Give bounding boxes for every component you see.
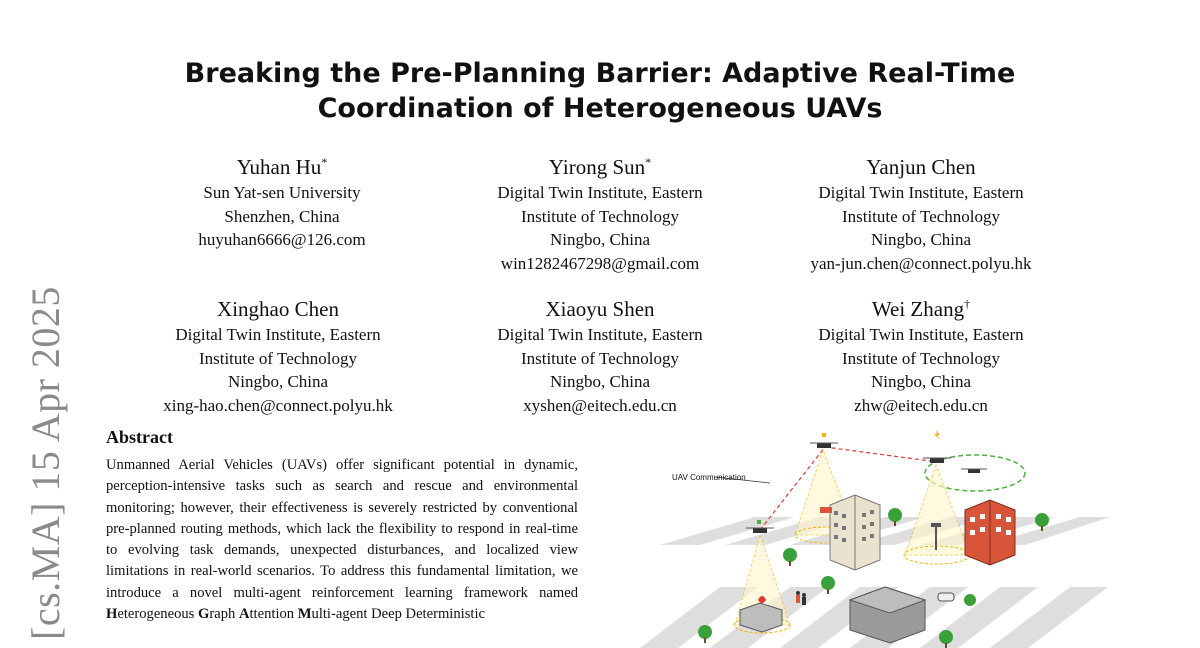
abstract-term: ulti-agent Deep Deterministic [311,606,485,623]
author-name: Xiaoyu Shen [545,297,655,321]
author-affiliation: Institute of Technology [520,348,680,368]
tree-icon [821,576,835,594]
arxiv-side-label: [cs.MA] 15 Apr 2025 [23,286,68,640]
abstract-term: eterogeneous [117,606,198,623]
author-mark: † [964,297,971,311]
paper-title [100,56,1100,126]
brick-building [965,500,1015,565]
author-email[interactable]: yan-jun.chen@connect.polyu.hk [810,253,1032,273]
author-block [132,149,432,252]
author-name: Xinghao Chen [217,297,339,321]
drone-icon [961,469,987,473]
author-affiliation: Digital Twin Institute, Eastern [818,183,1024,202]
author-affiliation: Institute of Technology [198,348,358,368]
car-icon [938,593,954,601]
author-email[interactable]: xyshen@eitech.edu.cn [523,395,677,415]
author-block [771,149,1071,275]
paper-title-line-2: Coordination of Heterogeneous UAVs [317,93,883,124]
drone-icon [923,430,951,463]
abstract-text [106,455,578,625]
author-email[interactable]: huyuhan6666@126.com [198,230,366,249]
author-block [450,149,750,275]
author-block [450,291,750,417]
author-name: Wei Zhang [871,297,965,321]
author-affiliation: Institute of Technology [841,348,1001,368]
author-affiliation: Digital Twin Institute, Eastern [818,325,1024,344]
abstract-term: ttention [249,606,298,623]
uav-communication-label: UAV Communication [672,473,746,482]
author-block [771,291,1071,417]
paper-title-line-1: Breaking the Pre-Planning Barrier: Adaptive Real-Time [184,58,1016,89]
author-email[interactable]: zhw@eitech.edu.cn [854,395,988,415]
acronym-letter: H [106,606,118,623]
author-location: Ningbo, China [870,230,972,249]
author-email[interactable]: win1282467298@gmail.com [500,253,700,273]
tree-icon [783,548,797,566]
author-block [128,291,428,417]
tree-icon [698,625,712,643]
author-affiliation: Sun Yat-sen University [203,183,361,202]
factory-building [850,587,925,643]
uav-scene-figure [640,425,1110,648]
author-location: Ningbo, China [870,372,972,391]
acronym-letter: M [297,606,312,623]
author-affiliation: Digital Twin Institute, Eastern [497,325,703,344]
acronym-letter: A [238,606,250,623]
sensing-cone [905,465,970,555]
acronym-letter: G [198,606,210,623]
tree-icon [964,594,976,606]
drone-icon [810,433,838,448]
abstract-term: raph [209,606,239,623]
author-affiliation: Digital Twin Institute, Eastern [497,183,703,202]
author-affiliation: Institute of Technology [841,206,1001,226]
author-name: Yanjun Chen [866,155,976,179]
author-mark: * [321,155,328,169]
author-location: Shenzhen, China [224,206,340,226]
abstract-heading: Abstract [106,427,173,447]
author-name: Yuhan Hu [236,155,322,179]
author-location: Ningbo, China [227,372,329,391]
author-affiliation: Institute of Technology [520,206,680,226]
author-name: Yirong Sun [548,155,646,179]
author-location: Ningbo, China [549,230,651,249]
author-mark: * [645,155,652,169]
author-affiliation: Digital Twin Institute, Eastern [175,325,381,344]
abstract-body: Unmanned Aerial Vehicles (UAVs) offer significant potential in dynamic, perception-intensive tasks such as search and rescue and environmental monitoring; however, their effectiveness is severely restricted by conventional pre-planned routing methods, which lack the flexibility to respond in real-time to evolving task demands, unexpected disturbances, and localized view limitations in real-world scenarios. To address this fundamental limitation, we introduce a novel multi-agent reinforcement learning framework named [106,457,578,601]
author-email[interactable]: xing-hao.chen@connect.polyu.hk [163,395,393,415]
author-location: Ningbo, China [549,372,651,391]
